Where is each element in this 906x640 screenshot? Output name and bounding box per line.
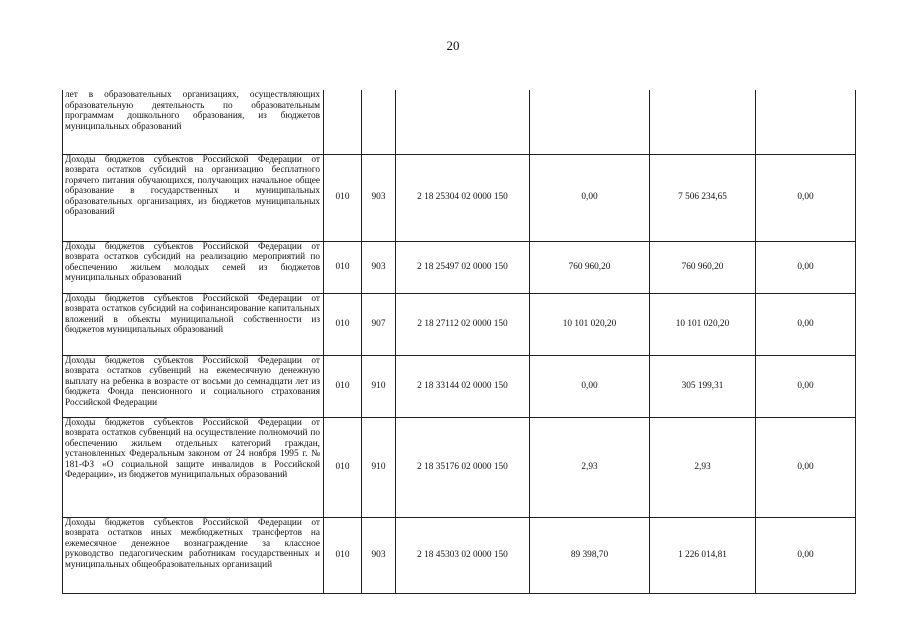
budget-classification-code: 2 18 27112 02 0000 150 [396,293,530,355]
amount-column-2: 2,93 [650,417,756,517]
amount-column-3: 0,00 [756,417,856,517]
chief-admin-code: 907 [362,293,396,355]
revenue-description: Доходы бюджетов субъектов Российской Федерации от возврата остатков субвенций на осуществление полномочий по обеспечению жильем отдельных категорий граждан, установленных Федеральным законом от 24 ноября 1995 г. № 181-ФЗ «О социальной защите инвалидов в Российской Федерации», из бюджетов муниципальных образований [63,417,324,517]
amount-column-2: 305 199,31 [650,355,756,417]
amount-column-3: 0,00 [756,154,856,241]
page-number: 20 [446,38,460,53]
admin-code: 010 [324,417,362,517]
chief-admin-code: 910 [362,417,396,517]
table-row [63,90,856,154]
amount-column-1: 0,00 [530,355,650,417]
revenue-description: лет в образовательных организациях, осуществляющих образовательную деятельность по образовательным программам дошкольного образования, из бюджетов муниципальных образований [63,90,324,154]
amount-column-3: 0,00 [756,293,856,355]
budget-classification-code [396,90,530,154]
amount-column-1 [530,90,650,154]
budget-classification-code: 2 18 33144 02 0000 150 [396,355,530,417]
budget-classification-code: 2 18 35176 02 0000 150 [396,417,530,517]
amount-column-1: 89 398,70 [530,517,650,593]
revenue-description: Доходы бюджетов субъектов Российской Федерации от возврата остатков субсидий на реализацию мероприятий по обеспечению жильем молодых семей из бюджетов муниципальных образований [63,241,324,293]
amount-column-3 [756,90,856,154]
amount-column-1: 760 960,20 [530,241,650,293]
amount-column-3: 0,00 [756,355,856,417]
amount-column-3: 0,00 [756,517,856,593]
table-row [63,517,856,593]
budget-revenue-table [62,90,856,594]
budget-classification-code: 2 18 45303 02 0000 150 [396,517,530,593]
admin-code: 010 [324,293,362,355]
admin-code: 010 [324,355,362,417]
amount-column-1: 10 101 020,20 [530,293,650,355]
amount-column-3: 0,00 [756,241,856,293]
admin-code [324,90,362,154]
admin-code: 010 [324,517,362,593]
amount-column-1: 0,00 [530,154,650,241]
amount-column-2: 1 226 014,81 [650,517,756,593]
chief-admin-code: 910 [362,355,396,417]
table-row [63,417,856,517]
amount-column-2: 7 506 234,65 [650,154,756,241]
revenue-description: Доходы бюджетов субъектов Российской Федерации от возврата остатков субсидий на организацию бесплатного горячего питания обучающихся, получающих начальное общее образование в государственных и муниципальных образовательных организациях, из бюджетов муниципальных образований [63,154,324,241]
budget-classification-code: 2 18 25304 02 0000 150 [396,154,530,241]
revenue-description: Доходы бюджетов субъектов Российской Федерации от возврата остатков субсидий на софинансирование капитальных вложений в объекты муниципальной собственности из бюджетов муниципальных образований [63,293,324,355]
chief-admin-code: 903 [362,241,396,293]
chief-admin-code [362,90,396,154]
revenue-description: Доходы бюджетов субъектов Российской Федерации от возврата остатков субвенций на ежемесячную денежную выплату на ребенка в возрасте от восьми до семнадцати лет из бюджета Фонда пенсионного и социального страхования Российской Федерации [63,355,324,417]
table-row [63,154,856,241]
admin-code: 010 [324,241,362,293]
amount-column-2: 760 960,20 [650,241,756,293]
amount-column-1: 2,93 [530,417,650,517]
table-row [63,293,856,355]
revenue-description: Доходы бюджетов субъектов Российской Федерации от возврата остатков иных межбюджетных трансфертов на ежемесячное денежное вознаграждение за классное руководство педагогическим работникам государственных и муниципальных общеобразовательных организаций [63,517,324,593]
chief-admin-code: 903 [362,154,396,241]
amount-column-2: 10 101 020,20 [650,293,756,355]
chief-admin-code: 903 [362,517,396,593]
table-row [63,355,856,417]
table-row [63,241,856,293]
budget-classification-code: 2 18 25497 02 0000 150 [396,241,530,293]
admin-code: 010 [324,154,362,241]
amount-column-2 [650,90,756,154]
